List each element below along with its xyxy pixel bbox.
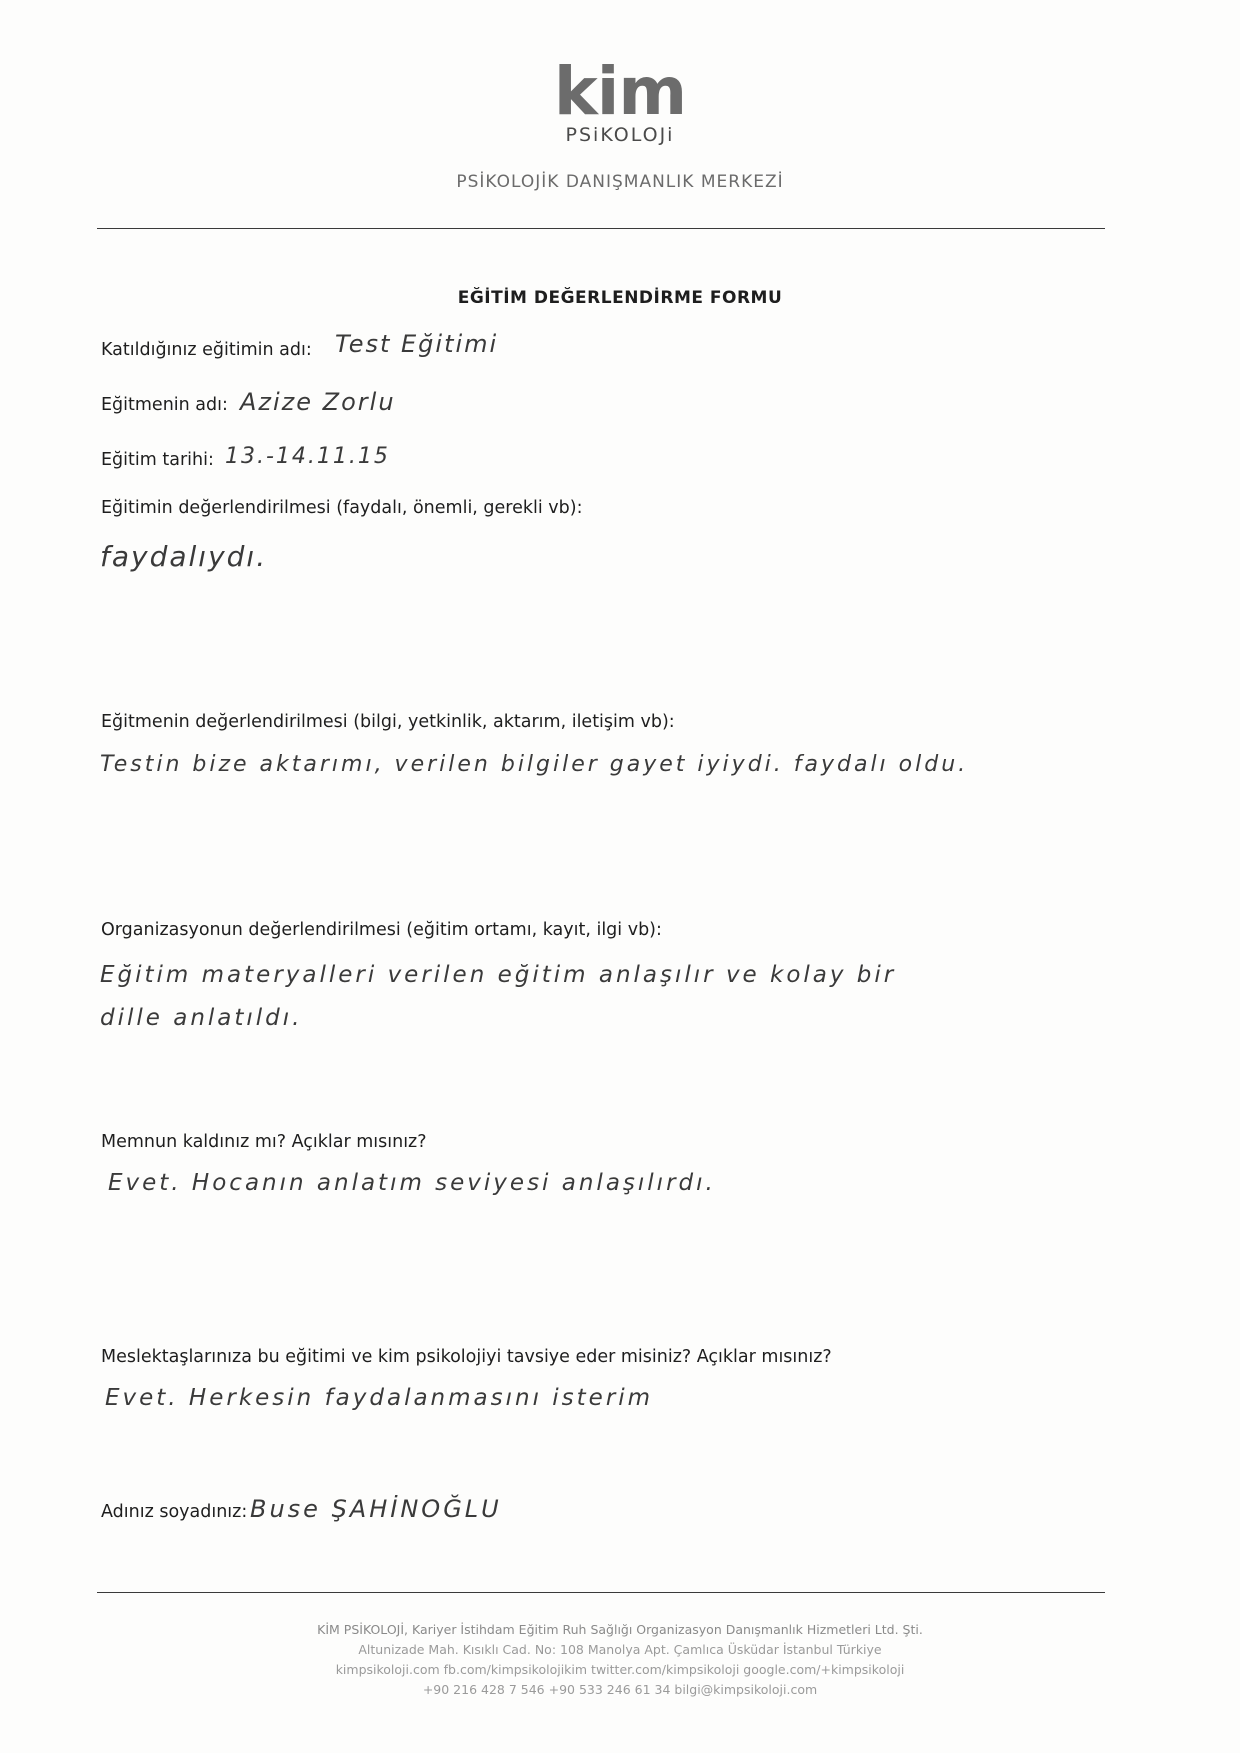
trainer-evaluation-answer: Testin bize aktarımı, verilen bilgiler gayet iyiydi. faydalı oldu. xyxy=(100,752,969,777)
logo xyxy=(520,53,720,146)
form-title: EĞİTİM DEĞERLENDİRME FORMU xyxy=(457,288,783,308)
training-date-label: Eğitim tarihi: xyxy=(101,450,214,470)
satisfaction-answer: Evet. Hocanın anlatım seviyesi anlaşılırdı. xyxy=(108,1170,716,1196)
footer-links: kimpsikoloji.com fb.com/kimpsikolojikim twitter.com/kimpsikoloji google.com/+kimpsikoloji xyxy=(335,1662,905,1677)
full-name-label: Adınız soyadınız: xyxy=(101,1502,248,1522)
recommendation-answer: Evet. Herkesin faydalanmasını isterim xyxy=(105,1385,654,1411)
training-name-answer: Test Eğitimi xyxy=(335,330,499,358)
trainer-name-answer: Azize Zorlu xyxy=(240,388,396,416)
logo-subtext: PSiKOLOJi xyxy=(565,124,675,146)
header-divider xyxy=(97,228,1105,229)
recommendation-label: Meslektaşlarınıza bu eğitimi ve kim psikolojiyi tavsiye eder misiniz? Açıklar mısınız? xyxy=(101,1347,832,1367)
organization-evaluation-label: Organizasyonun değerlendirilmesi (eğitim ortamı, kayıt, ilgi vb): xyxy=(101,920,662,940)
training-name-label: Katıldığınız eğitimin adı: xyxy=(101,340,312,360)
training-date-answer: 13.-14.11.15 xyxy=(225,444,390,469)
organization-evaluation-answer: Eğitim materyalleri verilen eğitim anlaşılır ve kolay bir xyxy=(100,962,897,988)
satisfaction-label: Memnun kaldınız mı? Açıklar mısınız? xyxy=(101,1132,427,1152)
organization-evaluation-answer-line2: dille anlatıldı. xyxy=(100,1005,303,1031)
footer-address: Altunizade Mah. Kısıklı Cad. No: 108 Manolya Apt. Çamlıca Üsküdar İstanbul Türkiye xyxy=(358,1642,882,1657)
footer-divider xyxy=(97,1592,1105,1593)
full-name-answer: Buse ŞAHİNOĞLU xyxy=(250,1495,502,1523)
center-subtitle: PSİKOLOJİK DANIŞMANLIK MERKEZİ xyxy=(456,172,784,192)
training-evaluation-label: Eğitimin değerlendirilmesi (faydalı, önemli, gerekli vb): xyxy=(101,498,583,518)
trainer-name-label: Eğitmenin adı: xyxy=(101,395,228,415)
footer-company: KİM PSİKOLOJİ, Kariyer İstihdam Eğitim Ruh Sağlığı Organizasyon Danışmanlık Hizmetleri Ltd. Şti. xyxy=(317,1622,923,1637)
training-evaluation-answer: faydalıydı. xyxy=(100,540,268,573)
trainer-evaluation-label: Eğitmenin değerlendirilmesi (bilgi, yetkinlik, aktarım, iletişim vb): xyxy=(101,712,675,732)
footer xyxy=(230,1620,1010,1700)
logo-mark: kim xyxy=(553,53,687,130)
footer-contact: +90 216 428 7 546 +90 533 246 61 34 bilgi@kimpsikoloji.com xyxy=(422,1682,818,1697)
